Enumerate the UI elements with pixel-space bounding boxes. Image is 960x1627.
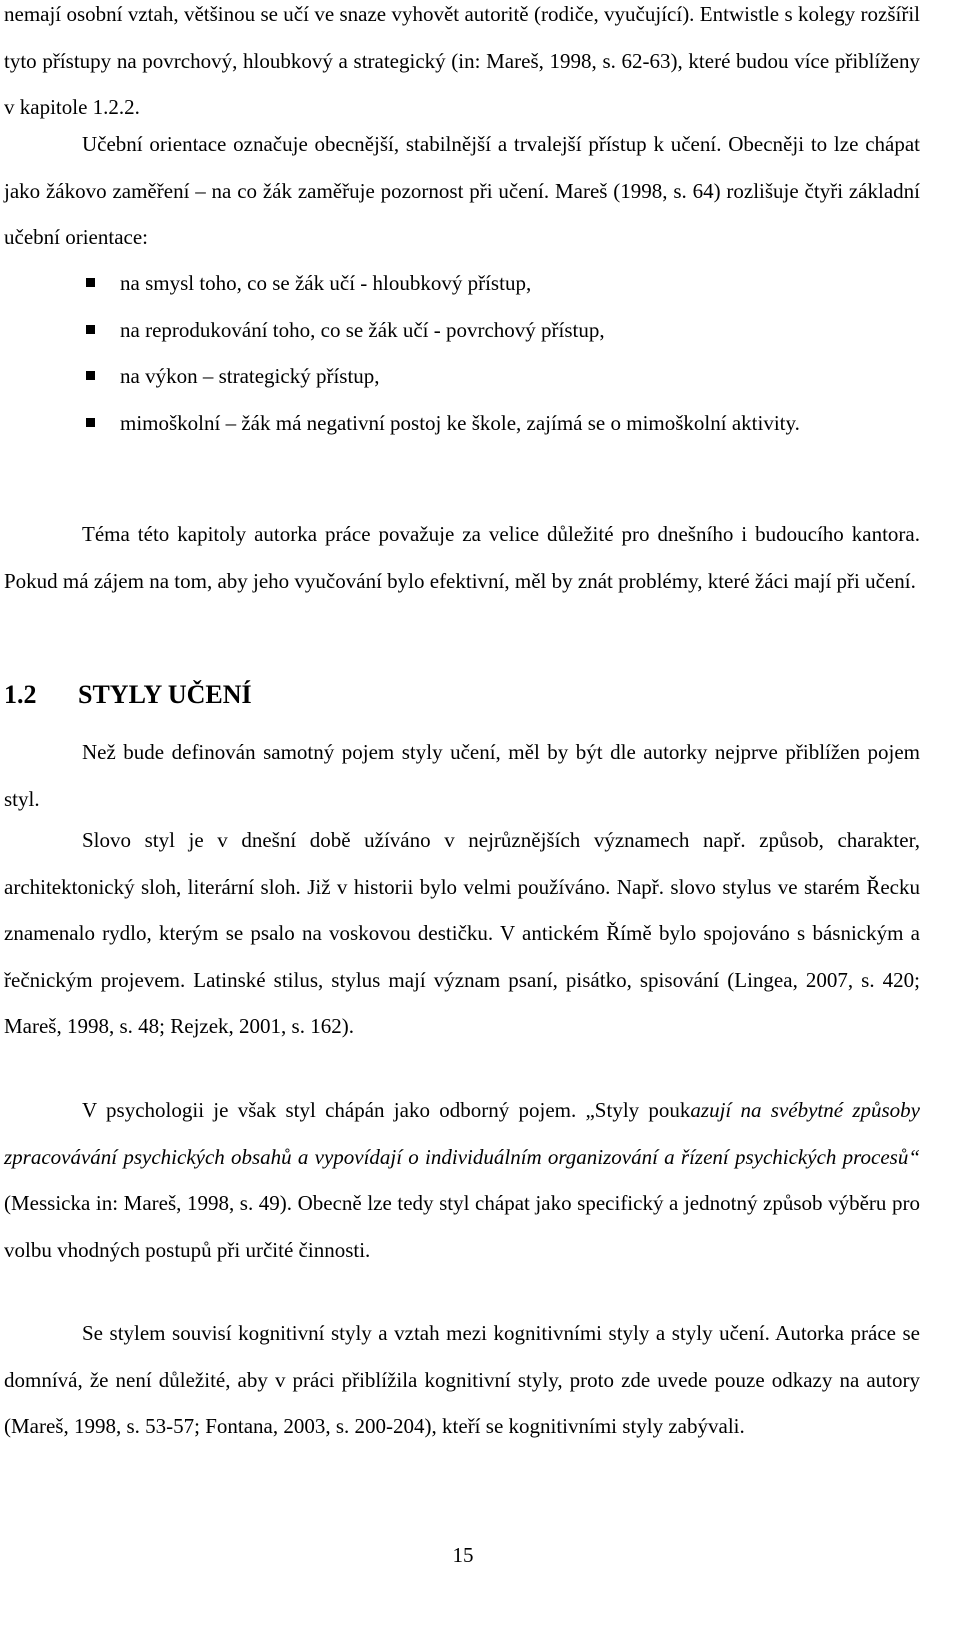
paragraph-cognitive-styles: Se stylem souvisí kognitivní styly a vztah mezi kognitivními styly a styly učení. Autorka práce se domnívá, že není důležité, aby v práci přiblížila kognitivní styly, proto zde uvede pouze odkazy na autory (Mareš, 1998, s. 53-57; Fontana, 2003, s. 200-204), kteří se kognitivními styly zabývali. [4, 1321, 920, 1438]
square-bullet-icon [86, 418, 95, 427]
section-number: 1.2 [4, 680, 37, 709]
section-title: STYLY UČENÍ [78, 680, 252, 709]
list-item: mimoškolní – žák má negativní postoj ke škole, zajímá se o mimoškolní aktivity. [4, 400, 920, 447]
paragraph-learning-orientation: Učební orientace označuje obecnější, stabilnější a trvalejší přístup k učení. Obecněji to lze chápat jako žákovo zaměření – na co žák zaměřuje pozornost při učení. Mareš (1998, s. 64) rozlišuje čtyři základní učební orientace: [4, 132, 920, 249]
paragraph-approaches: nemají osobní vztah, většinou se učí ve snaze vyhovět autoritě (rodiče, vyučující). Entwistle s kolegy rozšířil tyto přístupy na povrchový, hloubkový a strategický (in: Mareš, 1998, s. 62-63), které budou více přiblíženy v kapitole 1.2.2. [4, 2, 920, 119]
page-number: 15 [452, 1543, 474, 1567]
paragraph-psychology: V psychologii je však styl chápán jako odborný pojem. „Styly poukazují na svébytné způsoby zpracovávání psychických obsahů a vypovídají o individuálním organizování a řízení psychických procesů“ (Messicka in: Mareš, 1998, s. 49). Obecně lze tedy styl chápat jako specifický a jednotný způsob výběru pro volbu vhodných postupů při určité činnosti. [4, 1098, 921, 1262]
square-bullet-icon [86, 278, 95, 287]
list-item: na smysl toho, co se žák učí - hloubkový přístup, [4, 260, 920, 307]
paragraph-word-style: Slovo styl je v dnešní době užíváno v nejrůznějších významech např. způsob, charakter, architektonický sloh, literární sloh. Již v historii bylo velmi používáno. Např. slovo stylus ve starém Řecku znamenalo rydlo, kterým se psalo na voskovou destičku. V antickém Římě bylo spojováno s básnickým a řečnickým projevem. Latinské stilus, stylus mají význam psaní, pisátko, spisování (Lingea, 2007, s. 420; Mareš, 1998, s. 48; Rejzek, 2001, s. 162). [4, 828, 920, 1038]
square-bullet-icon [86, 325, 95, 334]
paragraph-chapter-topic: Téma této kapitoly autorka práce považuje za velice důležité pro dnešního i budoucího kantora. Pokud má zájem na tom, aby jeho vyučování bylo efektivní, měl by znát problémy, které žáci mají při učení. [4, 522, 920, 593]
orientation-list [4, 260, 920, 446]
square-bullet-icon [86, 371, 95, 380]
list-item: na výkon – strategický přístup, [4, 353, 920, 400]
quotation: azují na svébytné způsoby zpracovávání psychických obsahů a vypovídají o individuálním organizování a řízení psychických procesů“ [4, 1098, 921, 1169]
section-heading [4, 672, 252, 718]
list-item: na reprodukování toho, co se žák učí - povrchový přístup, [4, 307, 920, 354]
paragraph-style-intro: Než bude definován samotný pojem styly učení, měl by být dle autorky nejprve přiblížen pojem styl. [4, 740, 920, 811]
